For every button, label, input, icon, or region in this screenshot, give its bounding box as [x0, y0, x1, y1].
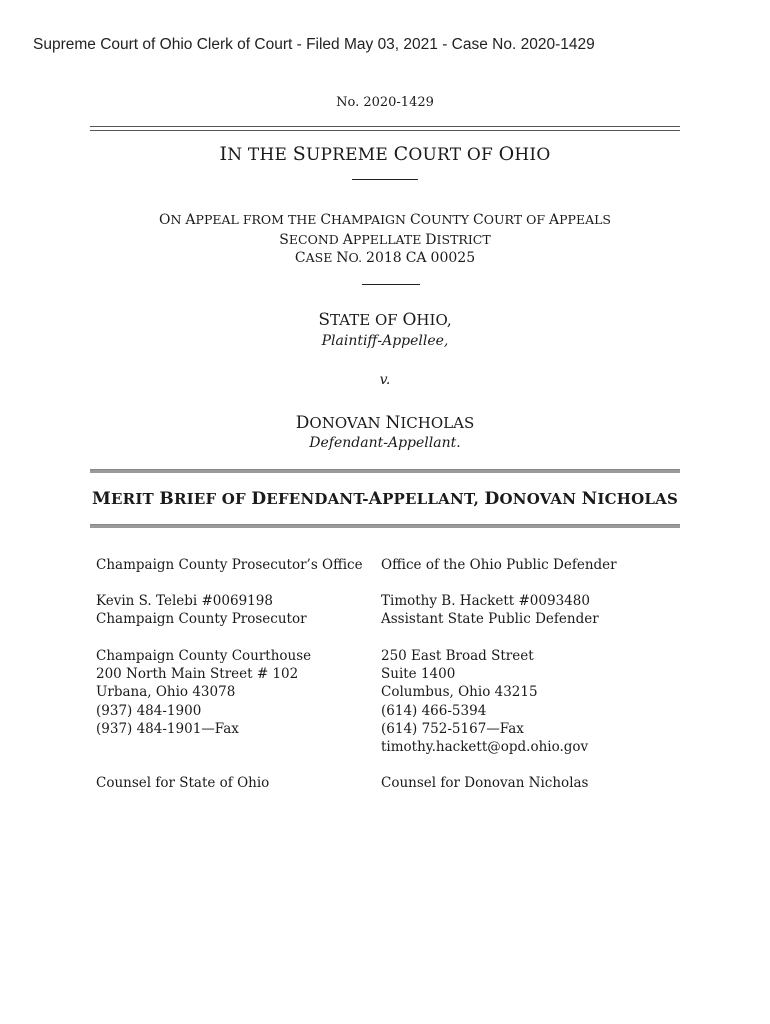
counsel-left-office: Champaign County Prosecutor’s Office — [96, 557, 363, 573]
counsel-right-address-block — [381, 647, 588, 756]
brief-title-top-rule — [90, 469, 680, 473]
appeal-line-2: SECOND APPELLATE DISTRICT — [279, 232, 491, 248]
counsel-left-fax: (937) 484-1901—Fax — [96, 720, 239, 737]
brief-title-bottom-rule — [90, 524, 680, 528]
counsel-left-attorney-title: Champaign County Prosecutor — [96, 611, 307, 628]
counsel-left-counsel-for: Counsel for State of Ohio — [96, 775, 270, 791]
counsel-left-attorney-block — [96, 592, 307, 628]
counsel-right-attorney: Timothy B. Hackett #0093480 — [381, 593, 590, 609]
defendant-name: DONOVAN NICHOLAS — [295, 413, 475, 433]
case-number: No. 2020-1429 — [336, 95, 434, 110]
counsel-left-address-block — [96, 647, 311, 738]
counsel-right-phone: (614) 466-5394 — [381, 702, 487, 719]
counsel-right-attorney-title: Assistant State Public Defender — [381, 611, 599, 628]
header-double-rule — [90, 126, 680, 131]
counsel-right-counsel-for: Counsel for Donovan Nicholas — [381, 775, 589, 791]
counsel-right-fax: (614) 752-5167—Fax — [381, 720, 524, 737]
brief-title: MERIT BRIEF OF DEFENDANT-APPELLANT, DONOVAN NICHOLAS — [91, 489, 678, 509]
counsel-left-address2: 200 North Main Street # 102 — [96, 666, 299, 683]
counsel-right-city: Columbus, Ohio 43215 — [381, 684, 538, 701]
counsel-right-address2: Suite 1400 — [381, 666, 456, 683]
plaintiff-name: STATE OF OHIO, — [318, 310, 452, 330]
appeal-case-number: CASE NO. 2018 CA 00025 — [294, 250, 476, 266]
court-title-rule — [352, 179, 418, 180]
counsel-left-phone: (937) 484-1900 — [96, 702, 202, 719]
court-title: IN THE SUPREME COURT OF OHIO — [219, 143, 551, 165]
plaintiff-role: Plaintiff-Appellee, — [321, 333, 449, 349]
appeal-line-1: ON APPEAL FROM THE CHAMPAIGN COUNTY COURT OF APPEALS — [158, 212, 611, 228]
counsel-left-attorney: Kevin S. Telebi #0069198 — [96, 593, 273, 609]
appeal-rule — [362, 284, 420, 285]
counsel-left-address1: Champaign County Courthouse — [96, 648, 312, 664]
versus: v. — [379, 372, 391, 388]
defendant-role: Defendant-Appellant. — [309, 435, 461, 451]
counsel-right-address1: 250 East Broad Street — [381, 648, 534, 664]
counsel-right-email[interactable]: timothy.hackett@opd.ohio.gov — [381, 739, 589, 756]
counsel-right-office: Office of the Ohio Public Defender — [381, 557, 617, 573]
counsel-left-city: Urbana, Ohio 43078 — [96, 684, 236, 701]
filing-stamp: Supreme Court of Ohio Clerk of Court - Filed May 03, 2021 - Case No. 2020-1429 — [33, 36, 595, 53]
counsel-right-attorney-block — [381, 592, 599, 628]
